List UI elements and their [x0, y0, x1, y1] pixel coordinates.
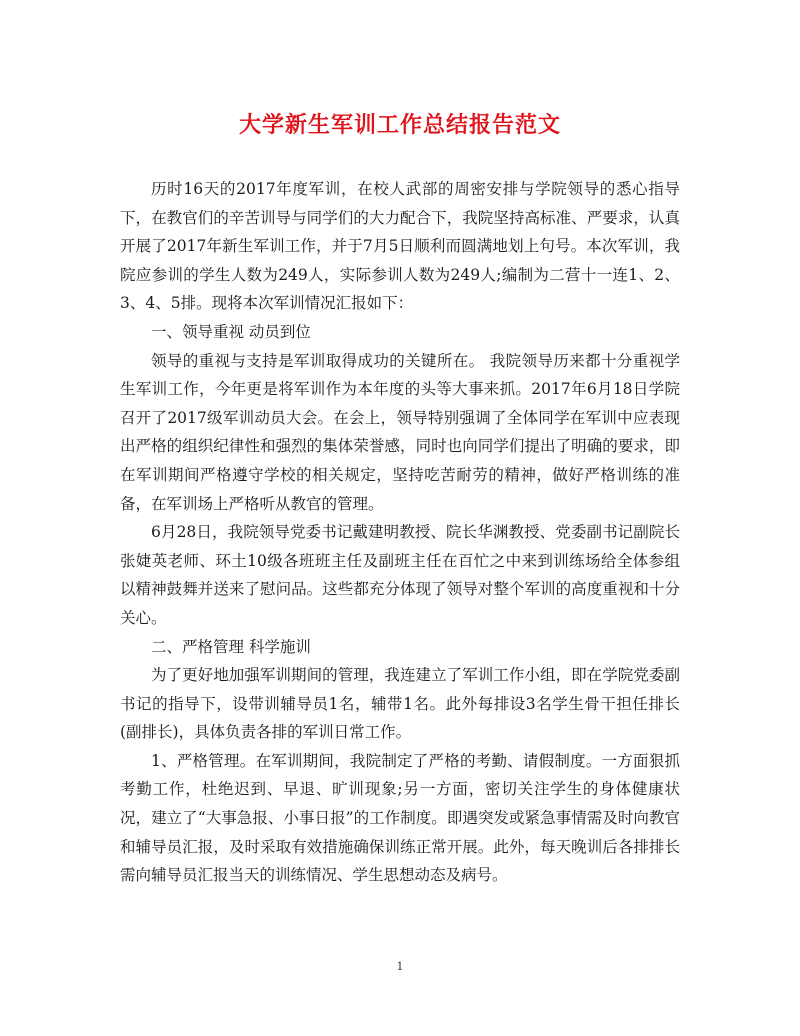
paragraph-management-team: 为了更好地加强军训期间的管理，我连建立了军训工作小组，即在学院党委副书记的指导下，设带训辅导员1名，辅带1名。此外每排设3名学生骨干担任排长(副排长)，具体负责各排的军训日常工作。: [120, 666, 680, 742]
paragraph-leadership: 领导的重视与支持是军训取得成功的关键所在。 我院领导历来都十分重视学生军训工作，今年更是将军训作为本年度的头等大事来抓。2017年6月18日学院召开了2017级军训动员大会。在会上，领导特别强调了全体同学在军训中应表现出严格的组织纪律性和强烈的集体荣誉感，同时也向同学们提出了明确的要求，即在军训期间严格遵守学校的相关规定，坚持吃苦耐劳的精神，做好严格训练的准备，在军训场上严格听从教官的管理。: [120, 351, 680, 513]
document-body: [120, 175, 680, 890]
paragraph-strict-management: 1、严格管理。在军训期间，我院制定了严格的考勤、请假制度。一方面狠抓考勤工作，杜绝迟到、早退、旷训现象;另一方面，密切关注学生的身体健康状况，建立了“大事急报、小事日报”的工作制度。即遇突发或紧急事情需及时向教官和辅导员汇报，及时采取有效措施确保训练正常开展。此外，每天晚训后各排排长需向辅导员汇报当天的训练情况、学生思想动态及病号。: [120, 751, 680, 885]
document-title: 大学新生军训工作总结报告范文: [238, 112, 561, 138]
paragraph-visit: 6月28日，我院领导党委书记戴建明教授、院长华渊教授、党委副书记副院长张婕英老师、环土10级各班班主任及副班主任在百忙之中来到训练场给全体参组以精神鼓舞并送来了慰问品。这些都充分体现了领导对整个军训的高度重视和十分关心。: [120, 523, 680, 627]
page-number: 1: [396, 960, 404, 973]
section-heading-2: 二、严格管理 科学施训: [151, 637, 311, 656]
paragraph-intro: 历时16天的2017年度军训，在校人武部的周密安排与学院领导的悉心指导下，在教官们的辛苦训导与同学们的大力配合下，我院坚持高标准、严要求，认真开展了2017年新生军训工作，并于7月5日顺利而圆满地划上句号。本次军训，我院应参训的学生人数为249人，实际参训人数为249人;编制为二营十一连1、2、3、4、5排。现将本次军训情况汇报如下：: [120, 180, 680, 313]
section-heading-1: 一、领导重视 动员到位: [151, 322, 311, 341]
